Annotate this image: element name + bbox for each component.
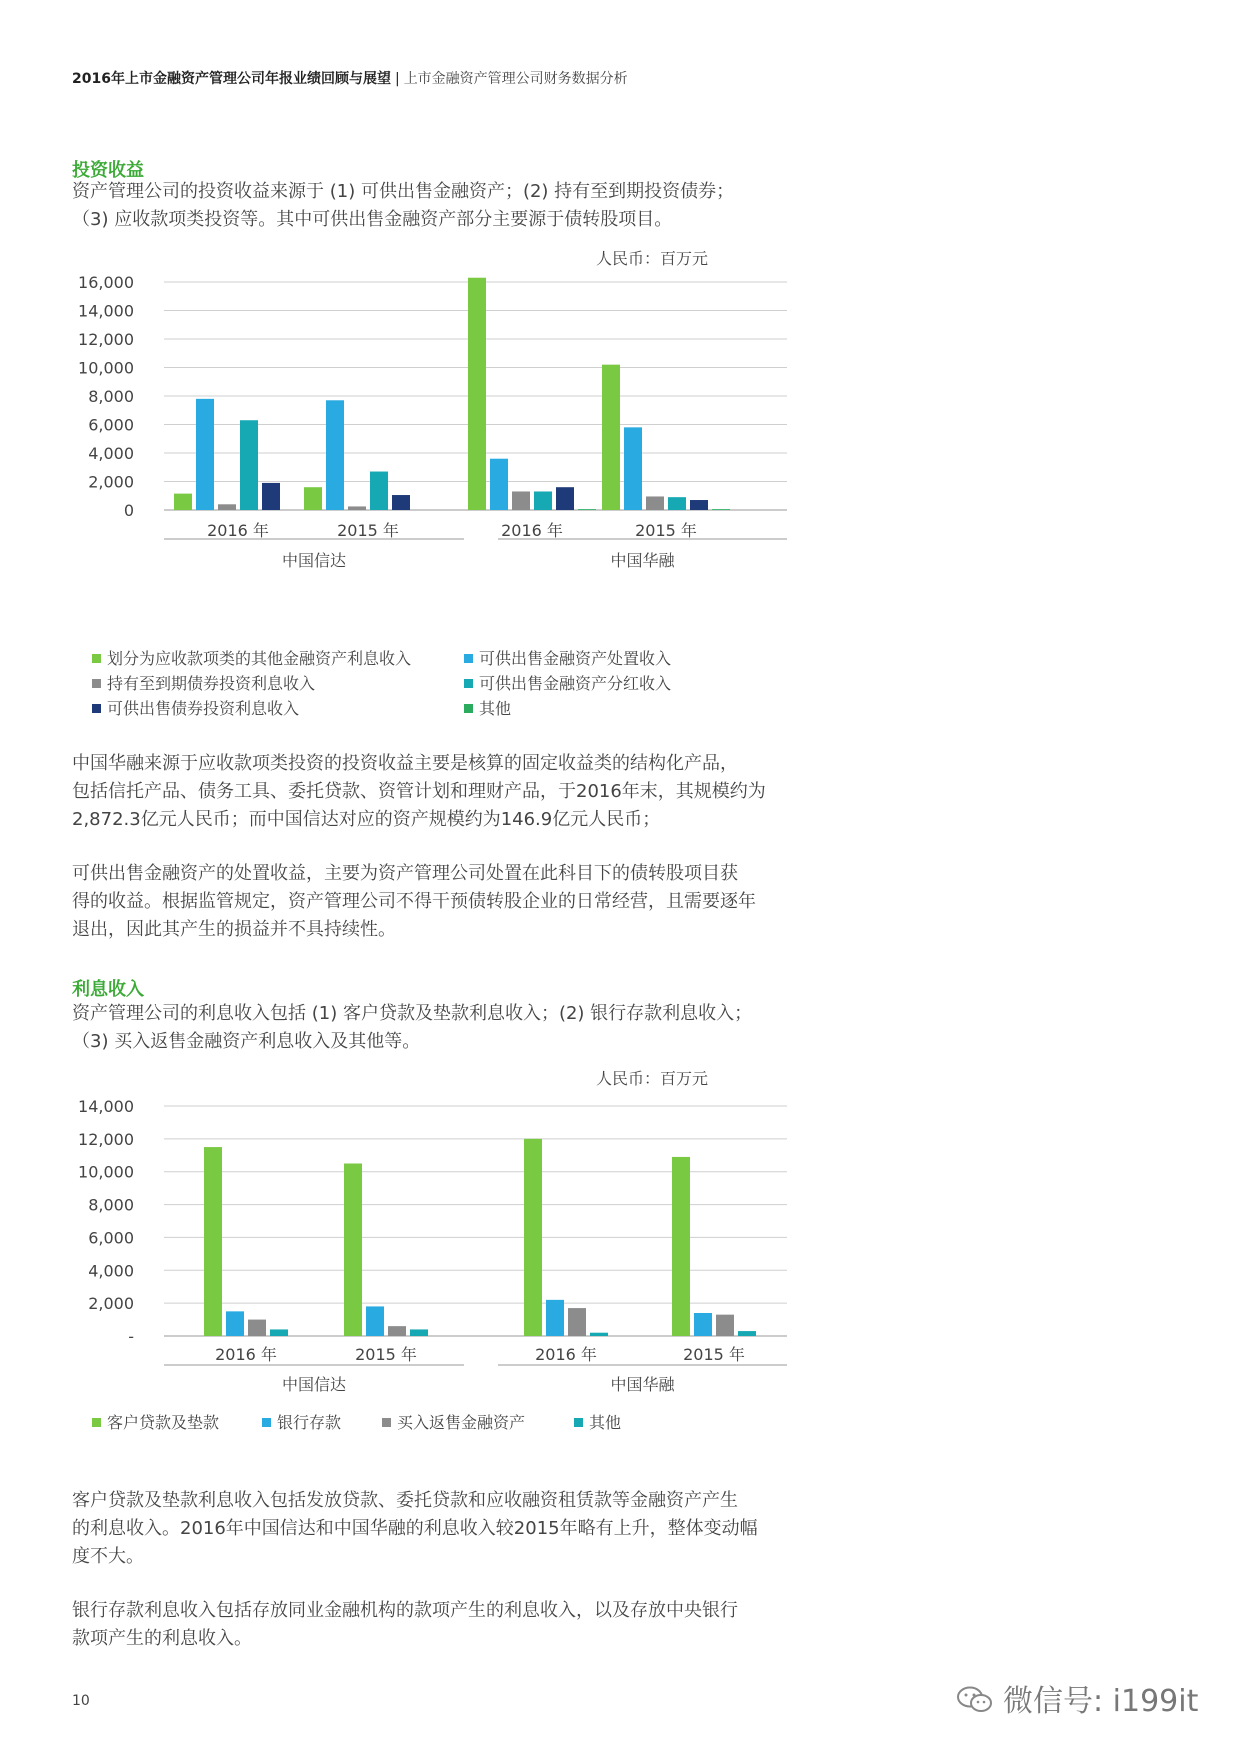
unit-label: 人民币：百万元 <box>595 249 708 268</box>
y-tick-label: 8,000 <box>88 387 134 406</box>
bar <box>204 1147 222 1336</box>
bar <box>490 459 508 510</box>
legend-swatch <box>92 654 101 663</box>
interest-income-chart-svg <box>72 1060 812 1410</box>
bar <box>270 1329 288 1336</box>
legend-item <box>92 1410 219 1433</box>
group-label: 中国华融 <box>610 1375 675 1394</box>
legend-swatch <box>464 704 473 713</box>
page-header <box>72 68 628 88</box>
y-tick-label: 4,000 <box>88 1261 134 1281</box>
legend-label: 其他 <box>479 699 512 718</box>
bar <box>590 1333 608 1336</box>
legend-label: 客户贷款及垫款 <box>107 1413 220 1432</box>
bar <box>468 278 486 510</box>
legend-item <box>92 671 315 694</box>
text-line: 度不大。 <box>72 1546 144 1567</box>
legend-label: 银行存款 <box>277 1413 342 1432</box>
group-label: 中国信达 <box>281 551 347 570</box>
interest-income-chart <box>72 1060 812 1410</box>
text-line: 得的收益。根据监管规定，资产管理公司不得干预债转股企业的日常经营，且需要逐年 <box>72 891 756 912</box>
bar <box>370 472 388 510</box>
bar <box>712 509 730 510</box>
bar <box>174 494 192 510</box>
legend-swatch <box>464 679 473 688</box>
text-line: 的利息收入。2016年中国信达和中国华融的利息收入较2015年略有上升，整体变动幅 <box>72 1518 758 1539</box>
x-category-label: 2016 年 <box>215 1345 277 1364</box>
report-title: 2016年上市金融资产管理公司年报业绩回顾与展望 <box>72 71 391 87</box>
bar <box>366 1306 384 1336</box>
bar <box>218 504 236 510</box>
bar <box>326 400 344 510</box>
x-category-label: 2015 年 <box>683 1345 745 1364</box>
group-label: 中国信达 <box>281 1375 347 1394</box>
text-line: 可供出售金融资产的处置收益，主要为资产管理公司处置在此科目下的债转股项目获 <box>72 863 738 884</box>
legend-label: 可供出售金融资产分红收入 <box>479 674 672 693</box>
paragraph-loan-interest <box>72 1487 812 1571</box>
bar <box>196 399 214 510</box>
bar <box>534 491 552 510</box>
legend-swatch <box>92 679 101 688</box>
section2-intro <box>72 1000 812 1056</box>
bar <box>304 487 322 510</box>
legend-item <box>464 671 671 694</box>
x-category-label: 2015 年 <box>635 521 697 540</box>
y-tick-label: 12,000 <box>78 1129 134 1149</box>
section-title-interest-income: 利息收入 <box>72 979 144 1000</box>
x-category-label: 2016 年 <box>535 1345 597 1364</box>
legend-label: 持有至到期债券投资利息收入 <box>107 674 316 693</box>
x-category-label: 2016 年 <box>501 521 563 540</box>
legend-swatch <box>262 1418 271 1427</box>
legend-swatch <box>92 1418 101 1427</box>
x-category-label: 2015 年 <box>337 521 399 540</box>
legend-label: 可供出售金融资产处置收入 <box>479 649 672 668</box>
bar <box>568 1308 586 1336</box>
text-line: （3) 应收款项类投资等。其中可供出售金融资产部分主要源于债转股项目。 <box>72 209 673 230</box>
text-line: 银行存款利息收入包括存放同业金融机构的款项产生的利息收入，以及存放中央银行 <box>72 1600 738 1621</box>
text-line: 客户贷款及垫款利息收入包括发放贷款、委托贷款和应收融资租赁款等金融资产产生 <box>72 1490 738 1511</box>
report-subtitle: 上市金融资产管理公司财务数据分析 <box>403 71 628 87</box>
text-line: 资产管理公司的利息收入包括 (1) 客户贷款及垫款利息收入；(2) 银行存款利息收入； <box>72 1003 753 1024</box>
bar <box>524 1139 542 1336</box>
bar <box>672 1157 690 1336</box>
group-label: 中国华融 <box>610 551 675 570</box>
wechat-icon <box>955 1685 995 1715</box>
legend-label: 其他 <box>589 1413 622 1432</box>
bar <box>546 1300 564 1336</box>
legend-swatch <box>382 1418 391 1427</box>
interest-income-legend <box>92 1410 812 1440</box>
legend-item <box>464 646 671 669</box>
text-line: 中国华融来源于应收款项类投资的投资收益主要是核算的固定收益类的结构化产品， <box>72 753 738 774</box>
bar <box>392 495 410 510</box>
wechat-watermark <box>955 1676 1198 1720</box>
y-tick-label: 10,000 <box>78 1162 134 1182</box>
y-tick-label: 14,000 <box>78 301 134 321</box>
investment-income-legend <box>92 646 812 726</box>
bar <box>556 487 574 510</box>
watermark-text: 微信号: i199it <box>1003 1684 1199 1719</box>
legend-item <box>92 696 299 719</box>
bar <box>512 491 530 510</box>
unit-label: 人民币：百万元 <box>595 1069 708 1088</box>
legend-swatch <box>574 1418 583 1427</box>
section1-intro <box>72 178 812 234</box>
bar <box>668 497 686 510</box>
paragraph-bank-deposit-interest <box>72 1597 812 1653</box>
bar <box>262 483 280 510</box>
bar <box>248 1320 266 1336</box>
bar <box>690 500 708 510</box>
bar <box>624 427 642 510</box>
bar <box>578 509 596 510</box>
legend-item <box>262 1410 341 1433</box>
y-tick-label: 14,000 <box>78 1097 134 1116</box>
bar <box>602 365 620 510</box>
y-tick-label: 8,000 <box>88 1195 134 1215</box>
bar <box>240 420 258 510</box>
text-line: （3) 买入返售金融资产利息收入及其他等。 <box>72 1031 421 1052</box>
y-tick-label: 4,000 <box>88 444 134 463</box>
y-tick-label: 2,000 <box>88 472 134 492</box>
bar <box>694 1313 712 1336</box>
y-tick-label: 6,000 <box>88 1228 134 1248</box>
bar <box>716 1315 734 1336</box>
text-line: 包括信托产品、债务工具、委托贷款、资管计划和理财产品，于2016年末，其规模约为 <box>72 781 766 802</box>
bar <box>388 1326 406 1336</box>
legend-item <box>92 646 411 669</box>
investment-income-chart <box>72 236 812 570</box>
y-tick-label: 12,000 <box>78 330 134 349</box>
text-line: 资产管理公司的投资收益来源于 (1) 可供出售金融资产；(2) 持有至到期投资债券； <box>72 181 735 202</box>
legend-item <box>382 1410 525 1433</box>
text-line: 款项产生的利息收入。 <box>72 1628 252 1649</box>
legend-swatch <box>92 704 101 713</box>
legend-label: 划分为应收款项类的其他金融资产利息收入 <box>107 649 412 668</box>
y-tick-label: - <box>128 1327 134 1346</box>
x-category-label: 2016 年 <box>207 521 269 540</box>
section-title-investment-income: 投资收益 <box>72 160 144 181</box>
legend-label: 买入返售金融资产 <box>397 1413 526 1432</box>
paragraph-disposal-income <box>72 860 812 944</box>
investment-income-chart-svg <box>72 236 812 570</box>
bar <box>344 1164 362 1337</box>
bar <box>738 1331 756 1336</box>
bar <box>646 496 664 510</box>
text-line: 退出，因此其产生的损益并不具持续性。 <box>72 919 396 940</box>
legend-label: 可供出售债券投资利息收入 <box>107 699 300 718</box>
legend-item <box>464 696 511 719</box>
text-line: 2,872.3亿元人民币；而中国信达对应的资产规模约为146.9亿元人民币； <box>72 809 661 830</box>
legend-swatch <box>464 654 473 663</box>
page-number: 10 <box>72 1693 90 1709</box>
legend-item <box>574 1410 621 1433</box>
y-tick-label: 16,000 <box>78 273 134 292</box>
y-tick-label: 0 <box>123 501 134 520</box>
x-category-label: 2015 年 <box>355 1345 417 1364</box>
bar <box>226 1311 244 1336</box>
y-tick-label: 10,000 <box>78 358 134 378</box>
paragraph-huarong-receivables <box>72 750 812 834</box>
y-tick-label: 6,000 <box>88 415 134 435</box>
header-separator: | <box>394 71 400 87</box>
y-tick-label: 2,000 <box>88 1294 134 1314</box>
bar <box>348 506 366 510</box>
bar <box>410 1329 428 1336</box>
